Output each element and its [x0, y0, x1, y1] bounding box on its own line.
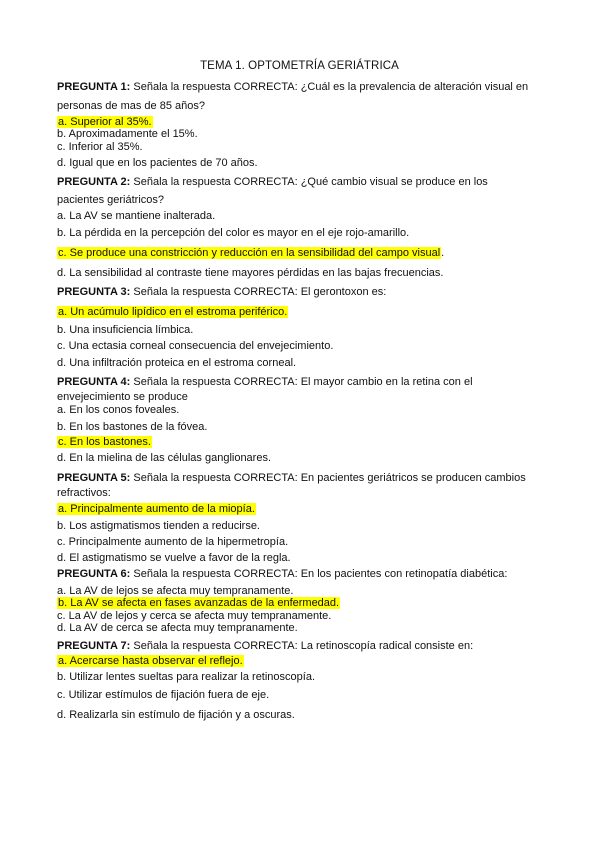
question-5-option-a [57, 503, 256, 516]
question-6 [57, 568, 507, 581]
question-6-label: PREGUNTA 6: [57, 568, 131, 580]
question-5-label: PREGUNTA 5: [57, 472, 131, 484]
question-3-text: Señala la respuesta CORRECTA: El gerontoxon es: [130, 286, 387, 298]
question-2-option-d: d. La sensibilidad al contraste tiene mayores pérdidas en las bajas frecuencias. [57, 267, 444, 279]
question-4 [57, 376, 473, 389]
question-6-option-c: c. La AV de lejos y cerca se afecta muy tempranamente. [57, 610, 332, 622]
question-1-option-d: d. Igual que en los pacientes de 70 años. [57, 157, 258, 169]
question-1-text-cont: personas de mas de 85 años? [57, 100, 205, 112]
question-5-text-cont: refractivos: [57, 487, 111, 499]
question-6-option-b [57, 597, 340, 610]
question-1-option-b: b. Aproximadamente el 15%. [57, 128, 198, 140]
correct-answer-highlight: c. Se produce una constricción y reducción en la sensibilidad del campo visual [58, 247, 441, 259]
correct-answer-highlight: b. La AV se afecta en fases avanzadas de la enfermedad. [58, 597, 340, 609]
question-7-label: PREGUNTA 7: [57, 640, 131, 652]
correct-answer-highlight: a. Principalmente aumento de la miopía. [58, 503, 255, 515]
question-1 [57, 81, 528, 94]
question-5-text: Señala la respuesta CORRECTA: En pacientes geriátricos se producen cambios [130, 472, 526, 484]
question-3-option-b: b. Una insuficiencia límbica. [57, 324, 194, 336]
question-1-option-c: c. Inferior al 35%. [57, 141, 143, 153]
question-4-option-d: d. En la mielina de las células ganglionares. [57, 452, 272, 464]
question-7-text: Señala la respuesta CORRECTA: La retinoscopía radical consiste en: [130, 640, 474, 652]
correct-answer-highlight: a. Acercarse hasta observar el reflejo. [58, 655, 243, 667]
correct-answer-highlight: c. En los bastones. [58, 436, 151, 448]
question-5-option-c: c. Principalmente aumento de la hipermetropía. [57, 536, 289, 548]
question-4-option-c [57, 436, 152, 449]
page-title: TEMA 1. OPTOMETRÍA GERIÁTRICA [200, 60, 399, 72]
question-2 [57, 176, 488, 189]
question-7 [57, 640, 473, 653]
question-2-text: Señala la respuesta CORRECTA: ¿Qué cambio visual se produce en los [130, 176, 488, 188]
question-4-text: Señala la respuesta CORRECTA: El mayor cambio en la retina con el [130, 376, 473, 388]
question-3-option-c: c. Una ectasia corneal consecuencia del envejecimiento. [57, 340, 334, 352]
question-1-text: Señala la respuesta CORRECTA: ¿Cuál es la prevalencia de alteración visual en [130, 81, 529, 93]
question-6-text: Señala la respuesta CORRECTA: En los pacientes con retinopatía diabética: [130, 568, 508, 580]
question-3-label: PREGUNTA 3: [57, 286, 131, 298]
question-5-option-b: b. Los astigmatismos tienden a reducirse. [57, 520, 260, 532]
question-2-option-a: a. La AV se mantiene inalterada. [57, 210, 216, 222]
question-1-label: PREGUNTA 1: [57, 81, 131, 93]
question-4-label: PREGUNTA 4: [57, 376, 131, 388]
question-6-option-a: a. La AV de lejos se afecta muy tempranamente. [57, 585, 294, 597]
question-4-option-a: a. En los conos foveales. [57, 404, 180, 416]
question-4-option-b: b. En los bastones de la fóvea. [57, 421, 208, 433]
question-2-option-b: b. La pérdida en la percepción del color es mayor en el eje rojo-amarillo. [57, 227, 410, 239]
question-3-option-a [57, 306, 288, 319]
question-4-text-cont: envejecimiento se produce [57, 391, 188, 403]
question-7-option-a [57, 655, 244, 668]
question-7-option-d: d. Realizarla sin estímulo de fijación y a oscuras. [57, 709, 295, 721]
question-3-option-d: d. Una infiltración proteica en el estroma corneal. [57, 357, 297, 369]
question-5-option-d: d. El astigmatismo se vuelve a favor de la regla. [57, 552, 291, 564]
option-c-period: . [441, 247, 445, 259]
correct-answer-highlight: a. Superior al 35%. [58, 116, 152, 128]
question-3 [57, 286, 386, 299]
correct-answer-highlight: a. Un acúmulo lipídico en el estroma periférico. [58, 306, 288, 318]
question-7-option-b: b. Utilizar lentes sueltas para realizar la retinoscopía. [57, 671, 316, 683]
question-2-label: PREGUNTA 2: [57, 176, 131, 188]
question-5 [57, 472, 526, 485]
question-7-option-c: c. Utilizar estímulos de fijación fuera de eje. [57, 689, 270, 701]
question-2-option-c [57, 247, 444, 260]
question-6-option-d: d. La AV de cerca se afecta muy tempranamente. [57, 622, 298, 634]
question-2-text-cont: pacientes geriátricos? [57, 194, 165, 206]
